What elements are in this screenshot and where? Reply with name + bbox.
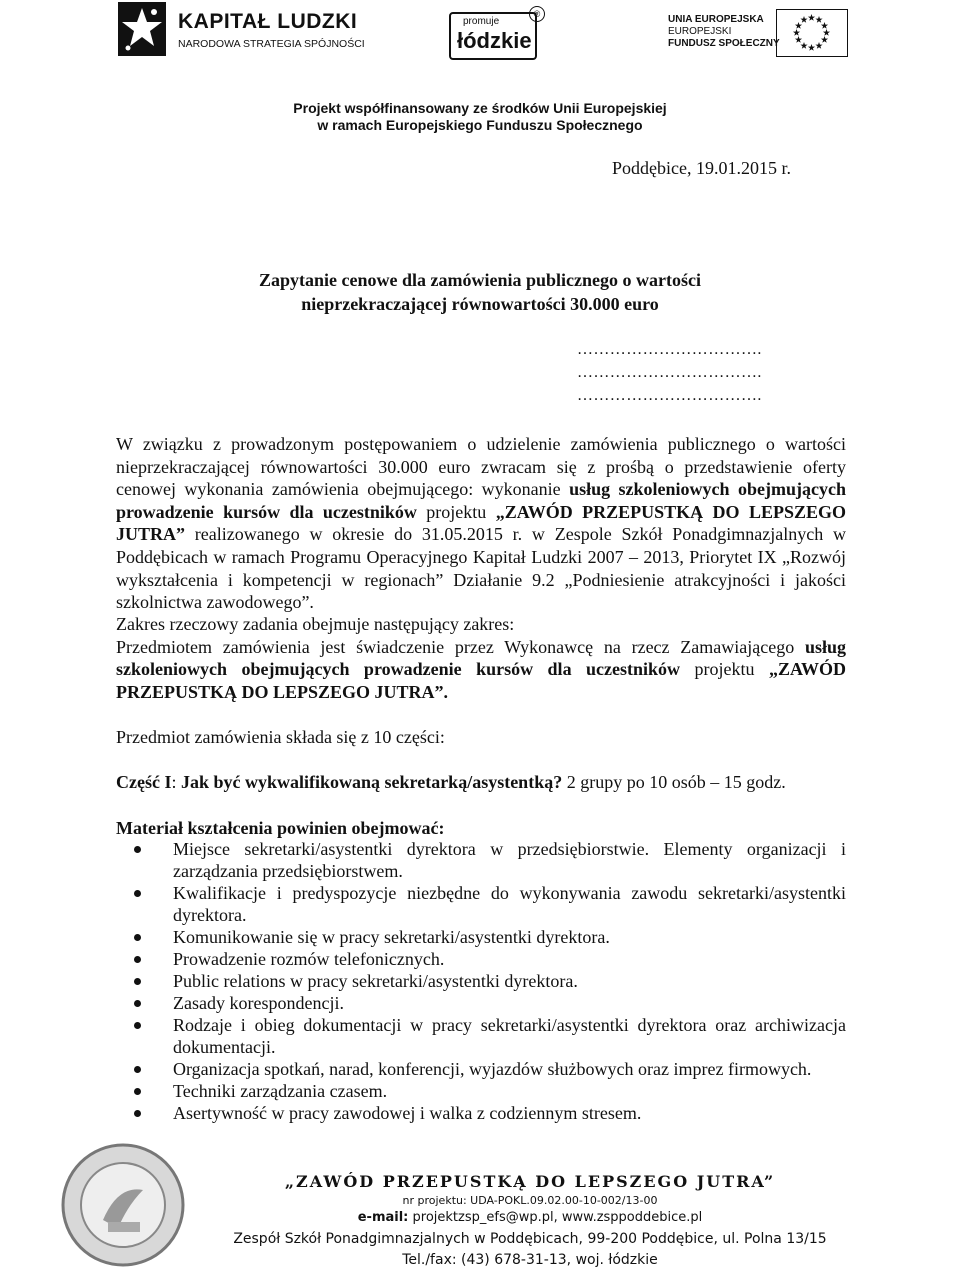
list-item-text: Miejsce sekretarki/asystentki dyrektora w przedsiębiorstwie. Elementy organizacji i zarządzania przedsiębiorstwem. [173, 839, 846, 881]
promuje-lodzkie-logo [449, 6, 545, 58]
list-item [120, 926, 846, 948]
list-item [120, 838, 846, 882]
cofinance-line-1: Projekt współfinansowany ze środków Unii Europejskiej [293, 100, 667, 116]
registered-mark: ® [529, 6, 545, 22]
footer-contact [50, 1210, 960, 1225]
part-one-label: Część I [116, 772, 172, 792]
list-item [120, 992, 846, 1014]
materials-heading: Materiał kształcenia powinien obejmować: [116, 818, 445, 838]
lodz-name-text: łódzkie [457, 28, 532, 53]
lodz-promuje-text: promuje [463, 16, 500, 27]
list-item [120, 1080, 846, 1102]
eu-line2: EUROPEJSKI [668, 26, 732, 37]
bullet-icon [134, 846, 141, 853]
list-item-text: Public relations w pracy sekretarki/asystentki dyrektora. [173, 971, 578, 991]
footer-project-number: nr projektu: UDA-POKL.09.02.00-10-002/13-00 [402, 1194, 658, 1207]
part-one-name: Jak być wykwalifikowaną sekretarką/asystentką? [181, 772, 563, 792]
bullet-icon [134, 978, 141, 985]
scope-heading: Zakres rzeczowy zadania obejmuje następujący zakres: [116, 614, 515, 634]
footer-project-name: „ZAWÓD PRZEPUSTKĄ DO LEPSZEGO JUTRA” [284, 1172, 776, 1191]
bullet-icon [134, 1022, 141, 1029]
address-dots-line: ……………………………. [577, 387, 762, 404]
eu-line1: UNIA EUROPEJSKA [668, 14, 764, 25]
parts-count-text: Przedmiot zamówienia składa się z 10 części: [116, 727, 445, 747]
list-item-text: Kwalifikacje i predyspozycje niezbędne do wykonywania zawodu sekretarki/asystentki dyrektora. [173, 883, 846, 925]
star-logo-icon [118, 2, 166, 56]
materials-list [120, 838, 846, 1124]
intro-text: realizowanego w okresie do 31.05.2015 r. w Zespole Szkół Ponadgimnazjalnych w Poddębicach w ramach Programu Operacyjnego Kapitał Ludzki 2007 – 2013, Priorytet IX „Rozwój wykształcenia i kompetencji w regionach” Działanie 9.2 „Podniesienie atrakcyjności i jakości szkolnictwa zawodowego”. [116, 524, 846, 613]
kapital-ludzki-subtitle: NARODOWA STRATEGIA SPÓJNOŚCI [178, 38, 365, 50]
footer-email-label: e-mail: [357, 1210, 409, 1225]
list-item [120, 1058, 846, 1080]
address-dots-line: ……………………………. [577, 341, 762, 358]
bullet-icon [134, 934, 141, 941]
part-one-details: 2 grupy po 10 osób – 15 godz. [562, 772, 786, 792]
intro-bold-services: usług szkoleniowych obejmujących prowadzenie kursów dla uczestników [116, 479, 846, 522]
bullet-icon [134, 1000, 141, 1007]
list-item-text: Rodzaje i obieg dokumentacji w pracy sekretarki/asystentki dyrektora oraz archiwizacja dokumentacji. [173, 1015, 846, 1057]
intro-paragraph [116, 433, 846, 614]
scope-bold-project: „ZAWÓD PRZEPUSTKĄ DO LEPSZEGO JUTRA”. [116, 659, 846, 702]
list-item [120, 1014, 846, 1058]
bullet-icon [134, 1066, 141, 1073]
footer-phone: Tel./fax: (43) 678-31-13, woj. łódzkie [402, 1252, 658, 1268]
intro-bold-project: „ZAWÓD PRZEPUSTKĄ DO LEPSZEGO JUTRA” [116, 501, 846, 545]
kapital-ludzki-title: KAPITAŁ LUDZKI [178, 10, 358, 33]
footer-address: Zespół Szkół Ponadgimnazjalnych w Poddębicach, 99-200 Poddębice, ul. Polna 13/15 [233, 1231, 827, 1247]
list-item-text: Komunikowanie się w pracy sekretarki/asystentki dyrektora. [173, 927, 610, 947]
intro-text: projektu [416, 501, 496, 522]
scope-paragraph [116, 613, 846, 703]
bullet-icon [134, 1110, 141, 1117]
scope-bold-services: usług szkoleniowych obejmujących prowadzenie kursów dla uczestników [116, 636, 846, 680]
scope-text: Przedmiotem zamówienia jest świadczenie przez Wykonawcę na rzecz Zamawiającego [116, 636, 805, 657]
bullet-icon [134, 956, 141, 963]
list-item-text: Prowadzenie rozmów telefonicznych. [173, 949, 445, 969]
cofinance-line-2: w ramach Europejskiego Funduszu Społecznego [317, 117, 643, 133]
list-item-text: Organizacja spotkań, narad, konferencji, wyjazdów służbowych oraz imprez firmowych. [173, 1059, 812, 1079]
part-one-separator: : [171, 772, 181, 792]
list-item [120, 948, 846, 970]
list-item-text: Zasady korespondencji. [173, 993, 344, 1013]
bullet-icon [134, 1088, 141, 1095]
list-item [120, 1102, 846, 1124]
list-item-text: Techniki zarządzania czasem. [173, 1081, 388, 1101]
eu-line3: FUNDUSZ SPOŁECZNY [668, 38, 780, 49]
intro-text: W związku z prowadzonym postępowaniem o udzielenie zamówienia publicznego o wartości nieprzekraczającej równowartości 30.000 euro zwracam się z prośbą o przedstawienie oferty cenowej wykonania zamówienia obejmującego: wykonanie [116, 434, 846, 500]
footer-email-link[interactable]: projektzsp_efs@wp.pl, www.zsppoddebice.pl [408, 1210, 703, 1225]
scope-text: projektu [680, 659, 769, 680]
kapital-ludzki-logo [118, 2, 365, 58]
list-item [120, 882, 846, 926]
document-title-line-1: Zapytanie cenowe dla zamówienia publicznego o wartości [259, 270, 701, 290]
address-dots-line: ……………………………. [577, 364, 762, 381]
list-item [120, 970, 846, 992]
part-one-line [116, 772, 786, 793]
document-date: Poddębice, 19.01.2015 r. [612, 158, 791, 178]
eu-flag-icon [776, 9, 848, 57]
document-title-line-2: nieprzekraczającej równowartości 30.000 euro [301, 294, 659, 314]
bullet-icon [134, 890, 141, 897]
list-item-text: Asertywność w pracy zawodowej i walka z codziennym stresem. [173, 1103, 642, 1123]
